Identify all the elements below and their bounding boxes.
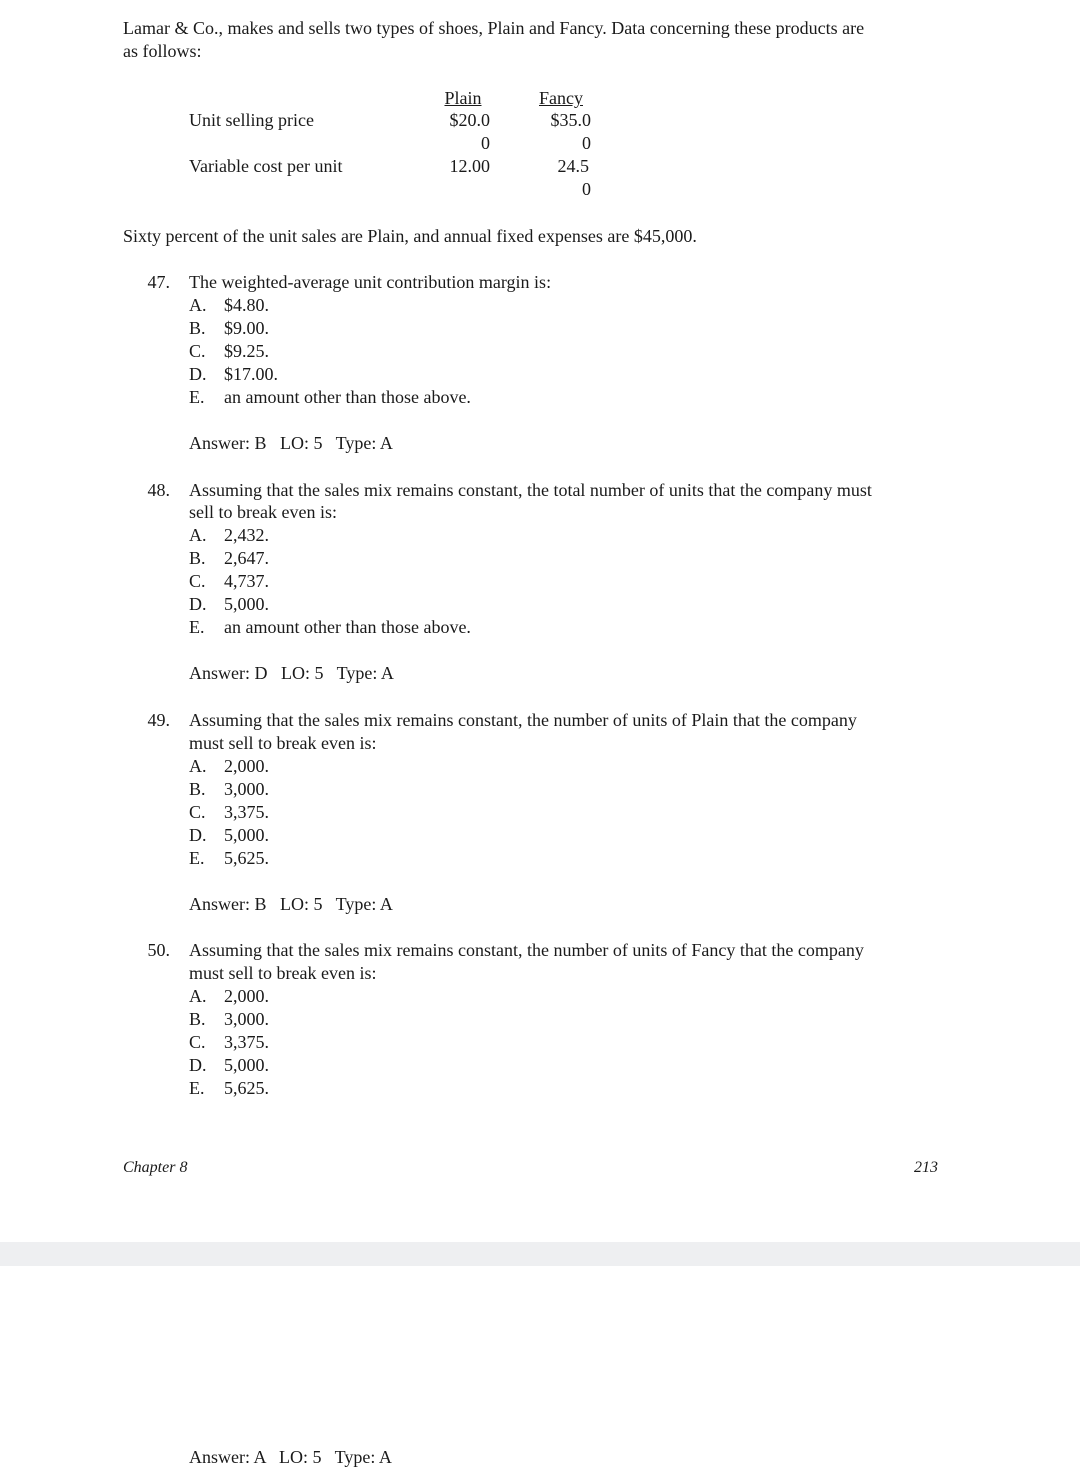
- plain-selling-price-wrap: 0: [481, 133, 490, 153]
- option-text: 3,375.: [224, 1032, 269, 1052]
- option-letter: D.: [189, 1055, 207, 1075]
- option-letter: A.: [189, 986, 207, 1006]
- fancy-variable-cost: 24.5: [557, 156, 589, 176]
- option-letter: C.: [189, 1032, 206, 1052]
- option-text: an amount other than those above.: [224, 387, 471, 407]
- question-number: 50.: [147, 940, 170, 960]
- option-text: 5,000.: [224, 594, 269, 614]
- option-text: 3,000.: [224, 1009, 269, 1029]
- option-text: 5,625.: [224, 1078, 269, 1098]
- question-number: 48.: [147, 480, 170, 500]
- option-letter: B.: [189, 318, 206, 338]
- question-text: Assuming that the sales mix remains constant, the total number of units that the company must: [189, 480, 872, 500]
- option-letter: D.: [189, 594, 207, 614]
- option-letter: E.: [189, 387, 205, 407]
- option-text: 5,625.: [224, 848, 269, 868]
- option-letter: B.: [189, 1009, 206, 1029]
- intro-line-1: Lamar & Co., makes and sells two types of shoes, Plain and Fancy. Data concerning these products are: [123, 18, 865, 38]
- answer-line: Answer: B LO: 5 Type: A: [189, 433, 393, 453]
- page-break-divider: [0, 1242, 1080, 1266]
- statement: Sixty percent of the unit sales are Plain, and annual fixed expenses are $45,000.: [123, 226, 697, 246]
- footer-chapter: Chapter 8: [123, 1159, 188, 1176]
- question-text: The weighted-average unit contribution margin is:: [189, 272, 552, 292]
- option-letter: B.: [189, 779, 206, 799]
- option-letter: E.: [189, 848, 205, 868]
- option-letter: E.: [189, 617, 205, 637]
- option-text: 2,000.: [224, 756, 269, 776]
- option-text: $17.00.: [224, 364, 278, 384]
- option-text: 2,432.: [224, 525, 269, 545]
- answer-line: Answer: D LO: 5 Type: A: [189, 663, 394, 683]
- column-header-fancy: Fancy: [539, 88, 583, 108]
- option-text: 2,647.: [224, 548, 269, 568]
- option-letter: A.: [189, 756, 207, 776]
- option-text: $9.25.: [224, 341, 269, 361]
- question-text: must sell to break even is:: [189, 733, 377, 753]
- plain-selling-price: $20.0: [449, 110, 490, 130]
- option-text: an amount other than those above.: [224, 617, 471, 637]
- option-letter: C.: [189, 341, 206, 361]
- answer-line: Answer: B LO: 5 Type: A: [189, 894, 393, 914]
- fancy-selling-price: $35.0: [550, 110, 591, 130]
- column-header-plain: Plain: [444, 88, 482, 108]
- question-text: sell to break even is:: [189, 502, 337, 522]
- option-text: 2,000.: [224, 986, 269, 1006]
- option-text: 3,000.: [224, 779, 269, 799]
- intro-line-2: as follows:: [123, 41, 202, 61]
- option-text: 4,737.: [224, 571, 269, 591]
- question-text: Assuming that the sales mix remains constant, the number of units of Fancy that the company: [189, 940, 864, 960]
- option-text: 5,000.: [224, 825, 269, 845]
- question-text: Assuming that the sales mix remains constant, the number of units of Plain that the company: [189, 710, 857, 730]
- question-number: 49.: [147, 710, 170, 730]
- option-letter: A.: [189, 295, 207, 315]
- option-text: 3,375.: [224, 802, 269, 822]
- option-letter: C.: [189, 571, 206, 591]
- option-letter: B.: [189, 548, 206, 568]
- row-label-variable-cost: Variable cost per unit: [189, 156, 343, 176]
- option-letter: C.: [189, 802, 206, 822]
- footer-page-number: 213: [914, 1159, 938, 1176]
- option-letter: D.: [189, 825, 207, 845]
- option-letter: E.: [189, 1078, 205, 1098]
- option-text: $9.00.: [224, 318, 269, 338]
- question-text: must sell to break even is:: [189, 963, 377, 983]
- option-text: $4.80.: [224, 295, 269, 315]
- question-number: 47.: [147, 272, 170, 292]
- option-letter: A.: [189, 525, 207, 545]
- fancy-selling-price-wrap: 0: [582, 133, 591, 153]
- option-text: 5,000.: [224, 1055, 269, 1075]
- answer-line-q50: Answer: A LO: 5 Type: A: [189, 1447, 392, 1467]
- plain-variable-cost: 12.00: [449, 156, 490, 176]
- row-label-selling-price: Unit selling price: [189, 110, 314, 130]
- option-letter: D.: [189, 364, 207, 384]
- fancy-variable-cost-wrap: 0: [582, 179, 591, 199]
